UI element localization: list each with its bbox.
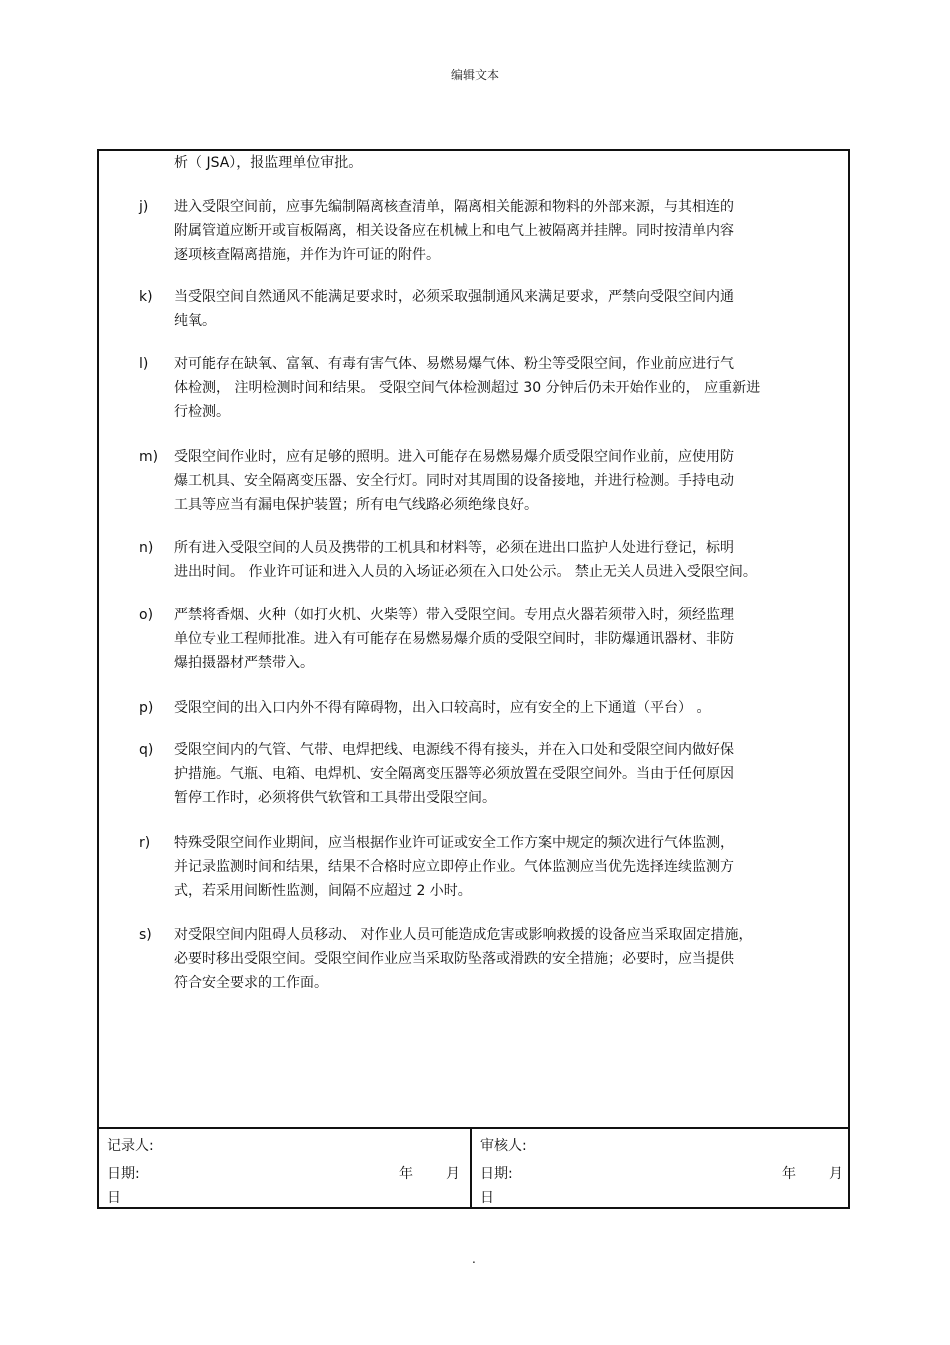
item-label: j) [139,199,149,215]
recorder-month-label: 月 [446,1166,460,1182]
item-label: o) [139,607,154,623]
item-line: 特殊受限空间作业期间，应当根据作业许可证或安全工作方案中规定的频次进行气体监测， [174,835,734,851]
item-line: 受限空间作业时，应有足够的照明。进入可能存在易燃易爆介质受限空间作业前，应使用防 [174,449,734,465]
item-line: 严禁将香烟、火种（如打火机、火柴等）带入受限空间。专用点火器若须带入时，须经监理 [174,607,734,623]
item-line: 当受限空间自然通风不能满足要求时，必须采取强制通风来满足要求，严禁向受限空间内通 [174,289,734,305]
page-mark: . [472,1252,476,1266]
item-line: 受限空间的出入口内外不得有障碍物，出入口较高时，应有安全的上下通道（平台） 。 [174,700,711,716]
item-label: l) [139,356,149,372]
item-line: 爆工机具、安全隔离变压器、安全行灯。同时对其周围的设备接地，并进行检测。手持电动 [174,473,734,489]
reviewer-cell [472,1129,850,1209]
item-line: 所有进入受限空间的人员及携带的工机具和材料等，必须在进出口监护人处进行登记，标明 [174,540,734,556]
item-line: 受限空间内的气管、气带、电焊把线、电源线不得有接头，并在入口处和受限空间内做好保 [174,742,734,758]
reviewer-year-label: 年 [782,1166,796,1182]
item-text [174,738,774,810]
page-header: 编辑文本 [450,68,499,82]
item-label: n) [139,540,154,556]
item-text [174,195,774,267]
item-text [174,603,774,675]
item-label: p) [139,700,154,716]
item-line: 单位专业工程师批准。进入有可能存在易燃易爆介质的受限空间时，非防爆通讯器材、非防 [174,631,734,647]
item-text [174,831,774,903]
item-line: 工具等应当有漏电保护装置；所有电气线路必须绝缘良好。 [174,497,538,513]
continuation-text: 析（ JSA），报监理单位审批。 [174,155,363,171]
item-line: 符合安全要求的工作面。 [174,975,328,991]
item-line: 逐项核查隔离措施，并作为许可证的附件。 [174,247,440,263]
item-label: s) [139,927,152,943]
item-line: 必要时移出受限空间。受限空间作业应当采取防坠落或滑跌的安全措施；必要时，应当提供 [174,951,734,967]
item-text [174,923,774,995]
item-label: r) [139,835,151,851]
recorder-date-label: 日期: [107,1166,140,1182]
item-text [174,285,774,333]
reviewer-date-label: 日期: [480,1166,513,1182]
item-line: 护措施。气瓶、电箱、电焊机、安全隔离变压器等必须放置在受限空间外。当由于任何原因 [174,766,734,782]
item-line: 纯氧。 [174,313,216,329]
item-label: m) [139,449,159,465]
recorder-year-label: 年 [399,1166,413,1182]
item-line: 行检测。 [174,404,230,420]
item-text [174,445,774,517]
item-line: 进入受限空间前，应事先编制隔离核查清单，隔离相关能源和物料的外部来源，与其相连的 [174,199,734,215]
item-text [174,536,774,584]
item-label: k) [139,289,153,305]
item-line: 暂停工作时，必须将供气软管和工具带出受限空间。 [174,790,496,806]
reviewer-label: 审核人: [480,1138,527,1154]
form-frame [97,149,850,1209]
item-line: 爆拍摄器材严禁带入。 [174,655,314,671]
reviewer-day-label: 日 [480,1190,494,1206]
content-area [99,151,848,1127]
reviewer-month-label: 月 [829,1166,843,1182]
item-line: 附属管道应断开或盲板隔离，相关设备应在机械上和电气上被隔离并挂牌。同时按清单内容 [174,223,734,239]
item-text [174,696,774,720]
item-label: q) [139,742,154,758]
item-line: 体检测， 注明检测时间和结果。 受限空间气体检测超过 30 分钟后仍未开始作业的， 应重新进 [174,380,761,396]
item-text [174,352,774,424]
item-line: 对可能存在缺氧、富氧、有毒有害气体、易燃易爆气体、粉尘等受限空间，作业前应进行气 [174,356,734,372]
signature-row [99,1127,848,1209]
recorder-day-label: 日 [107,1190,121,1206]
item-line: 进出时间。 作业许可证和进入人员的入场证必须在入口处公示。 禁止无关人员进入受限空间。 [174,564,757,580]
recorder-cell [99,1129,472,1209]
item-line: 式，若采用间断性监测，间隔不应超过 2 小时。 [174,883,472,899]
recorder-label: 记录人: [107,1138,154,1154]
item-line: 对受限空间内阻碍人员移动、 对作业人员可能造成危害或影响救援的设备应当采取固定措施， [174,927,753,943]
item-line: 并记录监测时间和结果，结果不合格时应立即停止作业。气体监测应当优先选择连续监测方 [174,859,734,875]
